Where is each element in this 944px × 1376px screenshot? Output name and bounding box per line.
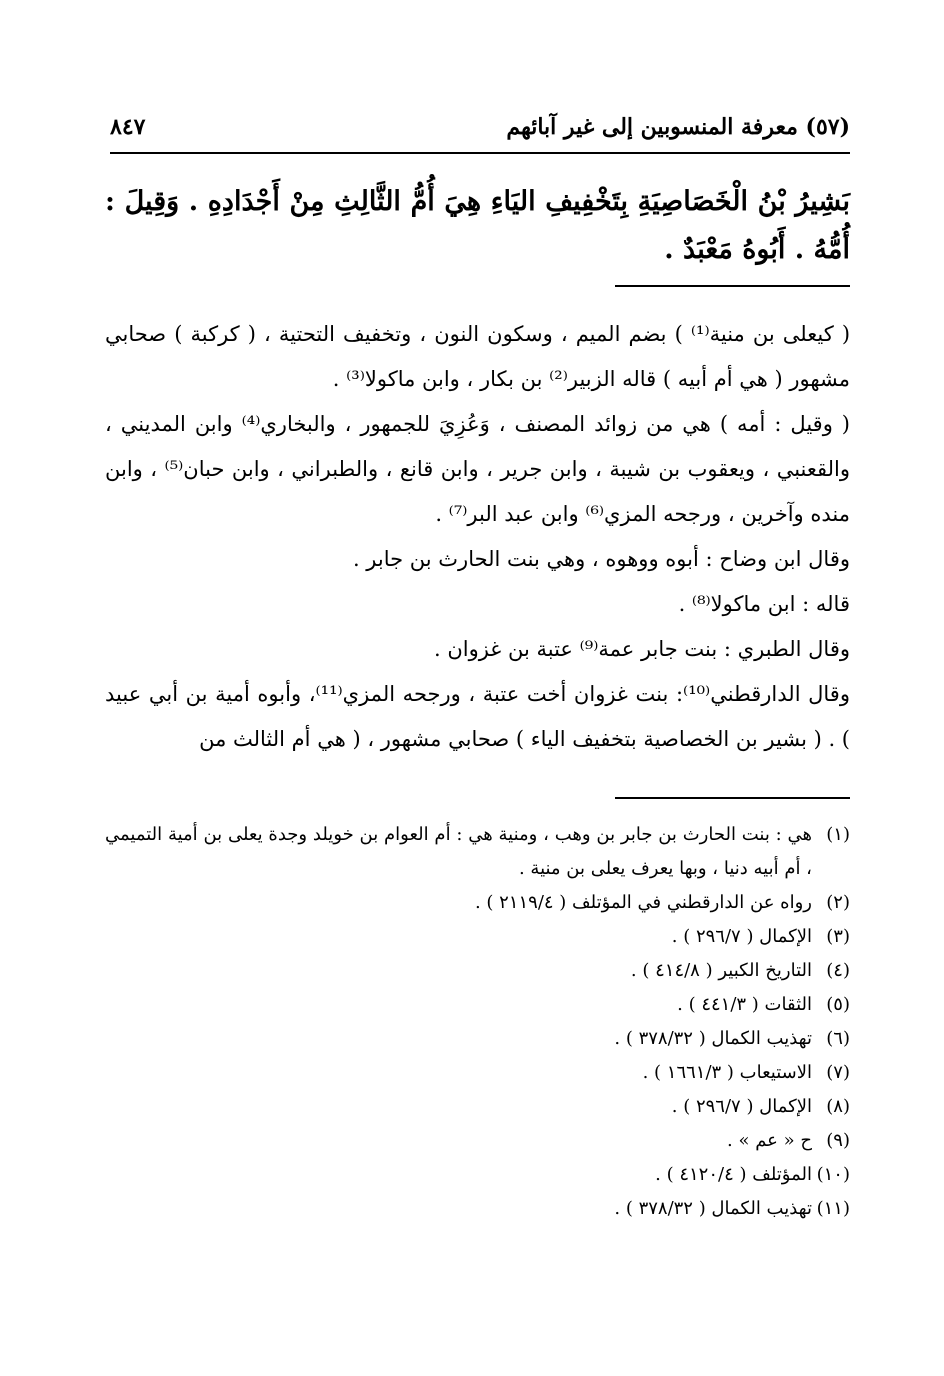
footnote-number: (٩) xyxy=(826,1130,850,1151)
footnote-text: المؤتلف ( ٤١٢٠/٤ ) . xyxy=(655,1164,812,1185)
footnote-text: تهذيب الكمال ( ٣٧٨/٣٢ ) . xyxy=(614,1028,812,1049)
footnote-number: (١) xyxy=(826,824,850,845)
footnote-text: الاستيعاب ( ١٦٦١/٣ ) . xyxy=(642,1062,812,1083)
footnote-text: الثقات ( ٤٤١/٣ ) . xyxy=(677,994,812,1015)
footnote-item xyxy=(105,1056,850,1090)
footnote-text: التاريخ الكبير ( ٤١٤/٨ ) . xyxy=(630,960,812,981)
chapter-title: (٥٧) معرفة المنسوبين إلى غير آبائهم xyxy=(506,114,850,140)
footnote-item xyxy=(105,920,850,954)
paragraph-2: ( وقيل : أمه ) هي من زوائد المصنف ، وَعُزِيَ للجمهور ، والبخاري⁽⁴⁾ وابن المديني ، والقعنبي ، ويعقوب بن شيبة ، وابن جرير ، وابن قانع ، والطبراني ، وابن حبان⁽⁵⁾ ، وابن منده وآخرين ، ورجحه المزي⁽⁶⁾ وابن عبد البر⁽⁷⁾ . xyxy=(105,412,851,526)
footnote-number: (٢) xyxy=(826,892,850,913)
hadith-text-block xyxy=(105,178,850,274)
footnote-number: (١٠) xyxy=(816,1164,850,1185)
footnote-number: (٤) xyxy=(826,960,850,981)
footnote-divider xyxy=(615,797,850,799)
paragraph-4: قاله : ابن ماكولا⁽⁸⁾ . xyxy=(678,592,850,616)
paragraph-6: وقال الدارقطني⁽¹⁰⁾: بنت غزوان أخت عتبة ، ورجحه المزي⁽¹¹⁾، وأبوه أمية بن أبي عبيد ) . ( بشير بن الخصاصية بتخفيف الياء ) صحابي مشهور ، ( هي أم الثالث من xyxy=(105,682,850,751)
footnote-item xyxy=(105,1090,850,1124)
footnote-text: ح « عم » . xyxy=(727,1130,812,1151)
footnote-item xyxy=(105,818,850,886)
commentary-body xyxy=(105,312,850,762)
footnote-number: (٣) xyxy=(826,926,850,947)
footnote-item xyxy=(105,1022,850,1056)
footnote-item xyxy=(105,1158,850,1192)
footnote-text: تهذيب الكمال ( ٣٧٨/٣٢ ) . xyxy=(614,1198,812,1219)
paragraph-5: وقال الطبري : بنت جابر عمة⁽⁹⁾ عتبة بن غزوان . xyxy=(433,637,850,661)
footnote-number: (٥) xyxy=(826,994,850,1015)
footnote-text: الإكمال ( ٢٩٦/٧ ) . xyxy=(671,926,812,947)
footnote-number: (٧) xyxy=(826,1062,850,1083)
paragraph-1: ( كيعلى بن منية⁽¹⁾ ) بضم الميم ، وسكون النون ، وتخفيف التحتية ، ( كركبة ) صحابي مشهور ( هي أم أبيه ) قاله الزبير⁽²⁾ بن بكار ، وابن ماكولا⁽³⁾ . xyxy=(105,322,851,391)
footnote-text: الإكمال ( ٢٩٦/٧ ) . xyxy=(671,1096,812,1117)
footnote-item xyxy=(105,1124,850,1158)
footnote-item xyxy=(105,988,850,1022)
footnote-item xyxy=(105,886,850,920)
footnote-text: هي : بنت الحارث بن جابر بن وهب ، ومنية هي : أم العوام بن خويلد وجدة يعلى بن أمية التميمي ، أم أبيه دنيا ، وبها يعرف يعلى بن منية . xyxy=(105,824,813,879)
page-number: ٨٤٧ xyxy=(110,114,146,140)
footnote-item xyxy=(105,954,850,988)
section-divider xyxy=(615,285,850,287)
footnote-text: رواه عن الدارقطني في المؤتلف ( ٢١١٩/٤ ) . xyxy=(474,892,812,913)
footnotes-list xyxy=(105,818,850,1226)
running-header xyxy=(110,112,850,154)
footnote-number: (٦) xyxy=(826,1028,850,1049)
hadith-text: بَشِيرُ بْنُ الْخَصَاصِيَةِ بِتَخْفِيفِ اليَاءِ هِيَ أُمُّ الثَّالِثِ مِنْ أَجْدَادِهِ . وَقِيلَ : أُمُّهُ . أَبُوهُ مَعْبَدٌ . xyxy=(105,186,850,265)
footnote-item xyxy=(105,1192,850,1226)
footnote-number: (٨) xyxy=(826,1096,850,1117)
paragraph-3: وقال ابن وضاح : أبوه ووهوه ، وهي بنت الحارث بن جابر . xyxy=(352,547,850,571)
footnote-number: (١١) xyxy=(816,1198,850,1219)
